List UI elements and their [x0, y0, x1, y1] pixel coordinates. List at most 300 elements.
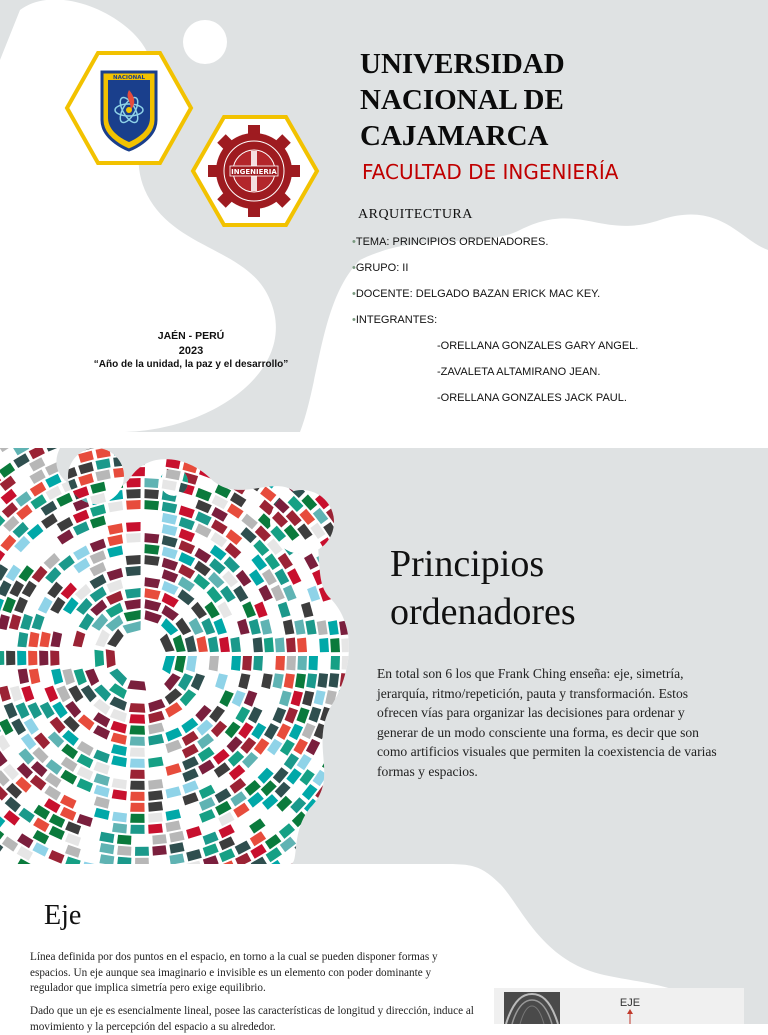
mosaic-tile	[290, 469, 306, 485]
mosaic-tile	[253, 656, 263, 671]
mosaic-tile	[427, 503, 441, 519]
mosaic-tile	[389, 834, 404, 850]
mosaic-tile	[355, 707, 367, 723]
mosaic-tile	[422, 519, 436, 535]
mosaic-tile	[337, 844, 353, 860]
info-group-text: GRUPO: II	[356, 262, 409, 274]
mosaic-tile	[424, 821, 439, 837]
mosaic-tile	[367, 788, 382, 804]
mosaic-tile	[402, 835, 417, 851]
mosaic-tile	[307, 827, 323, 843]
mosaic-tile	[451, 502, 465, 518]
mosaic-tile	[333, 815, 349, 831]
mosaic-tile	[377, 586, 389, 602]
mosaic-tile	[129, 703, 145, 713]
mosaic-tile	[415, 448, 430, 459]
mosaic-tile	[355, 707, 367, 723]
mosaic-tile	[346, 462, 362, 478]
mosaic-tile	[166, 448, 181, 458]
mosaic-tile	[112, 812, 127, 823]
university-title-line-3: CAJAMARCA	[360, 118, 760, 154]
mosaic-tile	[131, 456, 145, 465]
mosaic-tile	[349, 521, 364, 537]
mosaic-tile	[296, 852, 312, 864]
mosaic-tile	[379, 788, 394, 804]
mosaic-tile	[329, 553, 343, 569]
mosaic-tile	[386, 520, 400, 536]
mosaic-tile	[130, 748, 145, 757]
mosaic-tile	[377, 552, 390, 568]
mosaic-tile	[292, 448, 308, 457]
info-topic	[352, 236, 548, 248]
mosaic-tile	[355, 707, 367, 723]
mosaic-tile	[363, 638, 373, 652]
mosaic-tile	[61, 448, 77, 457]
mosaic-tile	[368, 490, 383, 506]
mosaic-tile	[247, 451, 263, 466]
mosaic-tile	[130, 737, 145, 746]
mosaic-tile	[232, 448, 248, 457]
mosaic-tile	[391, 849, 406, 864]
mosaic-tile	[341, 553, 355, 569]
info-group	[352, 262, 408, 274]
mosaic-tile	[419, 638, 429, 652]
mosaic-tile	[113, 448, 128, 456]
info-members-heading-text: INTEGRANTES:	[356, 314, 437, 326]
mosaic-tile	[149, 448, 163, 455]
mosaic-tile	[438, 456, 453, 472]
mosaic-tile	[399, 458, 414, 474]
mosaic-tile	[378, 848, 394, 864]
mosaic-tile	[427, 836, 442, 852]
mosaic-tile	[209, 656, 219, 671]
mosaic-tile	[409, 473, 424, 489]
mosaic-tile	[407, 638, 417, 652]
mosaic-tile	[306, 453, 322, 469]
mosaic-tile	[393, 488, 408, 504]
mosaic-tile	[130, 792, 144, 801]
mosaic-tile	[6, 651, 15, 666]
mosaic-tile	[370, 803, 385, 819]
mosaic-tile	[144, 533, 159, 543]
mosaic-tile	[458, 519, 471, 535]
mosaic-tile	[292, 448, 308, 457]
mosaic-tile	[353, 656, 362, 670]
mosaic-tile	[496, 638, 505, 652]
mosaic-tile	[358, 603, 370, 618]
bullet: •	[352, 236, 356, 248]
mosaic-tile	[392, 788, 406, 804]
mosaic-tile	[215, 460, 231, 474]
mosaic-tile	[441, 638, 451, 652]
mosaic-tile	[342, 586, 355, 602]
mosaic-tile	[28, 651, 37, 666]
mosaic-tile	[371, 569, 384, 585]
mosaic-tile	[440, 837, 455, 853]
mosaic-tile	[337, 844, 353, 860]
mosaic-tile	[419, 638, 429, 652]
mosaic-tile	[231, 455, 247, 469]
mosaic-tile	[365, 505, 380, 521]
mosaic-tile	[322, 755, 337, 771]
faculty-name: FACULTAD DE INGENIERÍA	[362, 160, 618, 184]
mosaic-tile	[474, 638, 483, 652]
mosaic-tile	[389, 834, 404, 850]
mosaic-tile	[39, 651, 48, 666]
mosaic-tile	[402, 835, 417, 851]
mosaic-tile	[398, 520, 412, 536]
mosaic-tile	[361, 620, 372, 635]
mosaic-tile	[292, 448, 308, 457]
mosaic-tile	[292, 455, 308, 471]
mosaic-tile	[342, 740, 356, 756]
mosaic-tile	[440, 790, 454, 806]
mosaic-tile	[357, 536, 371, 552]
mosaic-tile	[428, 448, 443, 458]
mosaic-tile	[359, 756, 373, 772]
mosaic-tile	[148, 790, 163, 800]
mosaic-tile	[463, 638, 473, 652]
mosaic-tile	[341, 786, 356, 802]
mosaic-tile	[341, 553, 355, 569]
mosaic-tile	[339, 506, 354, 522]
mosaic-tile	[343, 707, 355, 723]
mosaic-tile	[323, 842, 339, 858]
mosaic-tile	[331, 801, 346, 817]
mosaic-tile	[374, 520, 388, 536]
mosaic-tile	[383, 804, 398, 820]
mosaic-tile	[94, 650, 104, 667]
mosaic-tile	[131, 448, 145, 454]
mosaic-tile	[342, 740, 356, 756]
faculty-logo-text: INGENIERIA	[231, 168, 277, 176]
mosaic-tile	[329, 673, 340, 688]
mosaic-tile	[350, 448, 366, 450]
mosaic-tile	[248, 448, 264, 454]
mosaic-tile	[290, 469, 306, 485]
mosaic-tile	[351, 772, 366, 788]
university-title-line-1: UNIVERSIDAD	[360, 46, 760, 82]
mosaic-tile	[416, 789, 430, 805]
mosaic-tile	[375, 833, 390, 849]
mosaic-tile	[215, 460, 231, 474]
mosaic-tile	[286, 656, 296, 670]
mosaic-tile	[323, 842, 339, 858]
mosaic-tile	[125, 588, 141, 599]
mosaic-tile	[338, 771, 353, 787]
mosaic-tile	[328, 492, 344, 508]
mosaic-tile	[305, 467, 321, 483]
mosaic-tile	[309, 841, 325, 857]
mosaic-tile	[336, 448, 352, 451]
mosaic-tile	[286, 638, 296, 653]
mosaic-tile	[404, 789, 418, 805]
mosaic-tile	[126, 500, 141, 510]
mosaic-tile	[144, 544, 159, 555]
mosaic-tile	[318, 800, 334, 816]
mosaic-tile	[317, 479, 333, 495]
mosaic-tile	[318, 800, 334, 816]
mosaic-tile	[216, 448, 232, 462]
slide2-decoration	[0, 448, 768, 864]
mosaic-tile	[341, 553, 355, 569]
mosaic-tile	[385, 638, 395, 652]
mosaic-tile	[457, 806, 471, 822]
mosaic-tile	[463, 502, 477, 518]
mosaic-tile	[390, 504, 405, 520]
mosaic-tile	[364, 847, 380, 863]
mosaic-tile	[354, 787, 369, 803]
mosaic-tile	[307, 827, 323, 843]
mosaic-tile	[374, 520, 388, 536]
mosaic-tile	[340, 673, 351, 688]
mosaic-tile	[411, 820, 426, 836]
mosaic-tile	[352, 638, 362, 652]
mosaic-tile	[424, 821, 439, 837]
mosaic-tile	[336, 448, 352, 451]
mosaic-tile	[126, 533, 141, 543]
mosaic-tile	[331, 478, 347, 494]
mosaic-tile	[453, 790, 467, 806]
mosaic-tile	[348, 448, 364, 464]
mosaic-tile	[360, 817, 375, 833]
mosaic-tile	[126, 489, 140, 499]
mosaic-tile	[355, 490, 370, 506]
mosaic-tile	[333, 463, 349, 479]
mosaic-tile	[410, 519, 424, 535]
mosaic-tile	[346, 462, 362, 478]
mosaic-tile	[402, 504, 416, 520]
mosaic-tile	[452, 638, 462, 652]
mosaic-tile	[351, 845, 367, 861]
mosaic-tile	[17, 651, 26, 666]
mosaic-tile	[130, 803, 144, 812]
mosaic-tile	[353, 656, 362, 670]
mosaic-tile	[348, 569, 361, 585]
mosaic-tile	[199, 454, 215, 467]
mosaic-tile	[325, 771, 340, 787]
bullet: •	[352, 262, 356, 274]
mosaic-tile	[339, 506, 354, 522]
mosaic-tile	[333, 463, 349, 479]
mosaic-tile	[262, 448, 278, 463]
mosaic-tile	[349, 831, 365, 847]
mosaic-tile	[422, 472, 437, 488]
mosaic-tile	[414, 835, 429, 851]
mosaic-tile	[361, 724, 374, 740]
mosaic-tile	[433, 805, 447, 821]
mosaic-tile	[369, 603, 380, 618]
mosaic-tile	[112, 823, 127, 834]
mosaic-tile	[263, 448, 279, 450]
mosaic-tile	[309, 656, 319, 670]
mosaic-tile	[126, 555, 141, 565]
mosaic-tile	[336, 569, 349, 585]
mosaic-tile	[331, 478, 347, 494]
mosaic-tile	[406, 488, 421, 504]
mosaic-tile	[349, 724, 362, 740]
info-teacher	[352, 288, 600, 300]
mosaic-tile	[474, 638, 483, 652]
mosaic-tile	[418, 488, 433, 504]
mosaic-tile	[231, 656, 241, 671]
mosaic-tile	[334, 449, 350, 465]
mosaic-tile	[361, 520, 376, 536]
mosaic-tile	[319, 465, 335, 481]
mosaic-tile	[230, 637, 241, 652]
mosaic-tile	[347, 816, 363, 832]
mosaic-tile	[61, 448, 77, 457]
mosaic-tile	[427, 503, 441, 519]
mosaic-tile	[354, 740, 368, 756]
mosaic-tile	[152, 845, 167, 855]
mosaic-tile	[348, 690, 359, 705]
mosaic-tile	[343, 707, 355, 723]
mosaic-tile	[350, 448, 366, 450]
mosaic-tile	[463, 502, 477, 518]
mosaic-tile	[360, 817, 375, 833]
mosaic-tile	[353, 552, 367, 568]
mosaic-tile	[354, 787, 369, 803]
mosaic-tile	[379, 788, 394, 804]
mosaic-tile	[385, 638, 395, 652]
mosaic-tile	[441, 638, 451, 652]
mosaic-tile	[381, 489, 396, 505]
mosaic-tile	[144, 489, 159, 499]
mosaic-tile	[294, 839, 310, 855]
mosaic-tile	[231, 468, 247, 482]
mosaic-tile	[434, 519, 448, 535]
mosaic-tile	[242, 656, 252, 671]
mosaic-tile	[342, 491, 357, 507]
info-teacher-text: DOCENTE: DELGADO BAZAN ERICK MAC KEY.	[356, 288, 600, 300]
mosaic-tile	[320, 814, 336, 830]
mosaic-tile	[414, 835, 429, 851]
info-members-heading	[352, 314, 437, 326]
mosaic-tile	[131, 456, 145, 465]
mosaic-tile	[430, 638, 440, 652]
mosaic-tile	[306, 453, 322, 469]
mosaic-tile	[463, 638, 473, 652]
mosaic-tile	[362, 673, 372, 688]
mosaic-tile	[384, 474, 399, 490]
mosaic-tile	[362, 673, 372, 688]
mosaic-tile	[452, 638, 462, 652]
mosaic-tile	[373, 460, 389, 476]
mosaic-tile	[385, 638, 395, 652]
mosaic-tile	[106, 649, 116, 668]
mosaic-tile	[392, 788, 406, 804]
mosaic-tile	[438, 456, 453, 472]
mosaic-tile	[369, 536, 383, 552]
mosaic-tile	[330, 740, 344, 756]
mosaic-tile	[129, 714, 145, 724]
university-title-line-2: NACIONAL DE	[360, 82, 760, 118]
mosaic-tile	[333, 537, 348, 553]
mosaic-tile	[321, 828, 337, 844]
mosaic-tile	[61, 448, 77, 457]
mosaic-tile	[371, 475, 386, 491]
mosaic-tile	[310, 854, 326, 864]
mosaic-tile	[360, 817, 375, 833]
mosaic-tile	[0, 651, 4, 666]
mosaic-tile	[130, 825, 144, 834]
mosaic-tile	[113, 467, 128, 477]
mosaic-tile	[335, 830, 351, 846]
mosaic-tile	[406, 488, 421, 504]
mosaic-tile	[330, 740, 344, 756]
mosaic-tile	[464, 790, 478, 806]
mosaic-tile	[332, 707, 345, 723]
mosaic-tile	[373, 621, 384, 636]
principles-slide	[0, 448, 768, 864]
mosaic-tile	[144, 500, 159, 510]
mosaic-tile	[328, 786, 343, 802]
mosaic-tile	[389, 448, 405, 460]
career-name: ARQUITECTURA	[358, 207, 473, 223]
mosaic-tile	[360, 569, 373, 585]
mosaic-tile	[383, 804, 398, 820]
mosaic-tile	[364, 847, 380, 863]
mosaic-tile	[294, 839, 310, 855]
mosaic-tile	[374, 520, 388, 536]
mosaic-tile	[307, 448, 323, 455]
mosaic-tile	[331, 801, 346, 817]
mosaic-tile	[277, 458, 293, 473]
mosaic-tile	[377, 586, 389, 602]
mosaic-tile	[357, 475, 372, 491]
mosaic-tile	[339, 506, 354, 522]
mosaic-tile	[357, 802, 372, 818]
mosaic-tile	[453, 790, 467, 806]
mosaic-tile	[353, 552, 367, 568]
mosaic-tile	[398, 520, 412, 536]
mosaic-tile	[309, 841, 325, 857]
mosaic-tile	[331, 586, 344, 602]
mosaic-tile	[396, 638, 406, 652]
mosaic-tile	[399, 458, 414, 474]
mosaic-tile	[410, 519, 424, 535]
mosaic-tile	[292, 455, 308, 471]
mosaic-tile	[360, 461, 376, 477]
mosaic-tile	[278, 448, 294, 460]
bullet: •	[352, 288, 356, 300]
mosaic-tile	[117, 835, 131, 845]
mosaic-tile	[361, 724, 374, 740]
mosaic-tile	[431, 487, 445, 503]
mosaic-tile	[262, 460, 278, 475]
mosaic-tile	[335, 830, 351, 846]
mosaic-tile	[396, 473, 411, 489]
mosaic-tile	[369, 536, 383, 552]
mosaic-tile	[345, 537, 359, 553]
mosaic-tile	[319, 465, 335, 481]
mosaic-tile	[351, 673, 362, 688]
mosaic-tile	[377, 552, 390, 568]
mosaic-tile	[402, 835, 417, 851]
mosaic-tile	[375, 833, 390, 849]
mosaic-tile	[428, 448, 443, 458]
mosaic-tile	[344, 801, 359, 817]
mosaic-tile	[215, 472, 231, 486]
mosaic-tile	[276, 471, 292, 487]
mosaic-tile	[310, 854, 326, 864]
mosaic-tile	[247, 451, 263, 466]
mosaic-tile	[428, 790, 442, 806]
mosaic-tile	[427, 836, 442, 852]
mosaic-tile	[166, 448, 181, 458]
mosaic-tile	[324, 569, 338, 585]
